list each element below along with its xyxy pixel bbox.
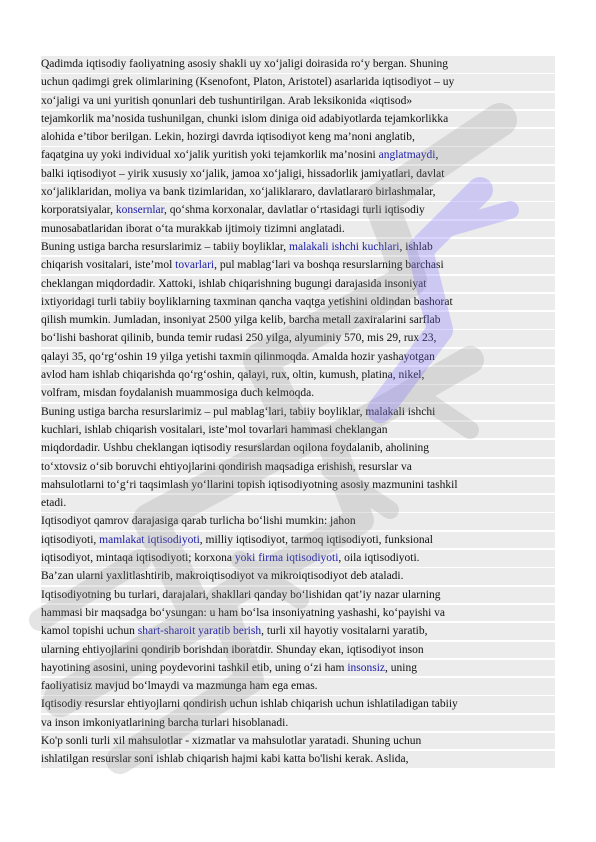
text-segment: , turli xil hayotiy vositalarni yaratib, — [261, 625, 428, 638]
text-segment: bo‘lishi bashorat qilinib, bunda temir rudasi 250 yilga, alyuminiy 570, mis 29, rux 23, — [41, 332, 437, 345]
text-segment: volfram, misdan foydalanish muammosiga duch kelmoqda. — [41, 387, 315, 400]
text-line — [41, 74, 555, 91]
text-line — [41, 696, 555, 713]
text-segment: va inson imkoniyatlarining barcha turlari hisoblanadi. — [41, 716, 289, 729]
text-segment: ixtiyoridagi turli tabiiy boyliklarning taxminan qancha vaqtga yetishini oldindan bashorat — [41, 295, 453, 308]
text-segment: , ishlab — [399, 240, 433, 253]
text-segment: uchun qadimgi grek olimlarining (Ksenofont, Platon, Aristotel) asarlarida iqtisodiyot – uy — [41, 76, 455, 89]
text-segment: Iqtisodiyotning bu turlari, darajalari, shakllari qanday bo‘lishidan qat’iy nazar ularning — [41, 588, 441, 601]
text-line — [41, 129, 555, 146]
text-segment: tejamkorlik ma’nosida tushunilgan, chunki islom diniga oid adabiyotlarda tejamkorlikka — [41, 112, 449, 125]
paragraph — [41, 733, 555, 768]
text-line — [41, 477, 555, 494]
text-segment: korporatsiyalar, — [41, 204, 116, 217]
text-segment: xo‘jaliklaridan, moliya va bank tizimlaridan, xo‘jaliklararo, davlatlararo birlashmalar, — [41, 186, 436, 199]
text-segment: Qadimda iqtisodiy faoliyatning asosiy shakli uy xo‘jaligi doirasida ro‘y bergan. Shuning — [41, 58, 449, 70]
text-segment: cheklangan miqdordadir. Xattoki, ishlab chiqarishning bugungi darajasida insoniyat — [41, 277, 427, 290]
text-line — [41, 312, 555, 329]
text-segment: miqdordadir. Ushbu cheklangan iqtisodiy resurslardan oqilona foydalanib, aholining — [41, 442, 430, 455]
text-line — [41, 93, 555, 110]
paragraph — [41, 587, 555, 695]
text-segment: etadi. — [41, 497, 67, 510]
text-line — [41, 385, 555, 402]
paragraph — [41, 56, 555, 237]
inline-link[interactable]: malakali ishchi kuchlari — [289, 240, 400, 253]
text-segment: Iqtisodiyot qamrov darajasiga qarab turlicha bo‘lishi mumkin: jahon — [41, 515, 356, 528]
text-segment: , uning — [385, 661, 417, 674]
text-segment: iqtisodiyot, mintaqa iqtisodiyoti; korxona — [41, 552, 235, 565]
text-line — [41, 276, 555, 293]
inline-link[interactable]: tovarlari — [175, 259, 215, 272]
text-line — [41, 147, 555, 164]
text-segment: faqatgina uy yoki individual xo‘jalik yuritish yoki tejamkorlik ma’nosini — [41, 149, 379, 162]
text-line — [41, 367, 555, 384]
text-segment: munosabatlaridan iborat o‘ta murakkab ijtimoiy tizimni anglatadi. — [41, 222, 345, 235]
text-line — [41, 715, 555, 732]
text-segment: , oila iqtisodiyoti. — [338, 552, 420, 565]
inline-link[interactable]: yoki firma iqtisodiyoti — [234, 552, 339, 565]
inline-link[interactable]: insonsiz — [347, 661, 386, 674]
text-line — [41, 56, 555, 73]
text-line — [41, 349, 555, 366]
text-segment: avlod ham ishlab chiqarishda qo‘rg‘oshin, qalayi, rux, oltin, kumush, platina, nikel, — [41, 369, 425, 382]
text-segment: chiqarish vositalari, iste’mol — [41, 259, 176, 272]
text-segment: ularning ehtiyojlarini qondirib borishdan iboratdir. Shunday ekan, iqtisodiyot inson — [41, 643, 424, 656]
text-segment: hayotining asosini, uning poydevorini tashkil etib, uning o‘zi ham — [41, 661, 348, 674]
text-line — [41, 733, 555, 750]
text-line — [41, 221, 555, 238]
text-line — [41, 568, 555, 585]
text-segment: Ba’zan ularni yaxlitlashtirib, makroiqtisodiyot va mikroiqtisodiyot deb ataladi. — [41, 570, 404, 583]
inline-link[interactable]: shart-sharoit yaratib berish — [137, 625, 262, 638]
text-line — [41, 660, 555, 677]
paragraph — [41, 239, 555, 402]
text-line — [41, 459, 555, 476]
text-line — [41, 184, 555, 201]
text-line — [41, 422, 555, 439]
inline-link[interactable]: anglatmaydi — [378, 149, 436, 162]
text-line — [41, 587, 555, 604]
paragraph — [41, 404, 555, 512]
text-line — [41, 294, 555, 311]
text-line — [41, 202, 555, 219]
inline-link[interactable]: mamlakat iqtisodiyoti — [99, 533, 200, 546]
text-line — [41, 239, 555, 256]
document-body — [41, 56, 555, 770]
text-line — [41, 495, 555, 512]
text-segment: faoliyatisiz mavjud bo‘lmaydi va mazmunga ham ega emas. — [41, 680, 318, 693]
text-line — [41, 257, 555, 274]
text-segment: , pul mablag‘lari va boshqa resurslarning barchasi — [214, 259, 444, 272]
text-segment: balki iqtisodiyot – yirik xususiy xo‘jalik, jamoa xo‘jaligi, hissadorlik jamiyatlari, davlat — [41, 167, 445, 180]
text-line — [41, 166, 555, 183]
text-segment: Ko'p sonli turli xil mahsulotlar - xizmatlar va mahsulotlar yaratadi. Shuning uchun — [41, 734, 422, 747]
text-line — [41, 605, 555, 622]
text-segment: Buning ustiga barcha resurslarimiz – tabiiy boyliklar, — [41, 240, 290, 253]
text-line — [41, 550, 555, 567]
text-line — [41, 623, 555, 640]
text-segment: , — [435, 149, 439, 162]
text-line — [41, 532, 555, 549]
paragraph — [41, 513, 555, 584]
text-line — [41, 642, 555, 659]
text-line — [41, 751, 555, 768]
text-segment: kuchlari, ishlab chiqarish vositalari, iste’mol tovarlari hammasi cheklangan — [41, 423, 388, 436]
inline-link[interactable]: konsernlar — [115, 204, 164, 217]
text-segment: hammasi bir maqsadga bo‘ysungan: u ham bo‘lsa insoniyatning yashashi, ko‘payishi va — [41, 606, 446, 619]
text-line — [41, 111, 555, 128]
text-segment: ishlatilgan resurslar soni ishlab chiqarish hajmi kabi katta bo'lishi kerak. Aslida, — [41, 753, 409, 766]
text-segment: alohida e’tibor berilgan. Lekin, hozirgi davrda iqtisodiyot keng ma’noni anglatib, — [41, 131, 415, 144]
text-segment: xo‘jaligi va uni yuritish qonunlari deb tushuntirilgan. Arab leksikonida «iqtisod» — [41, 94, 413, 107]
text-line — [41, 678, 555, 695]
text-segment: iqtisodiyoti, — [41, 533, 100, 546]
text-segment: , qo‘shma korxonalar, davlatlar o‘rtasidagi turli iqtisodiy — [163, 204, 425, 217]
text-line — [41, 440, 555, 457]
text-line — [41, 330, 555, 347]
text-line — [41, 404, 555, 421]
text-segment: qalayi 35, qo‘rg‘oshin 19 yilga yetishi taxmin qilinmoqda. Amalda hozir yashayotgan — [41, 350, 435, 363]
text-segment: , milliy iqtisodiyot, tarmoq iqtisodiyoti, funksional — [199, 533, 433, 546]
text-segment: Iqtisodiy resurslar ehtiyojlarni qondirish uchun ishlab chiqarish uchun ishlatiladigan tabiiy — [41, 698, 458, 711]
text-segment: mahsulotlarni to‘g‘ri taqsimlash yo‘llarini topish iqtisodiyotning asosiy mazmunini tashkil — [41, 478, 458, 491]
text-segment: kamol topishi uchun — [41, 625, 138, 638]
text-segment: to‘xtovsiz o‘sib boruvchi ehtiyojlarini qondirish maqsadiga erishish, resurslar va — [41, 460, 412, 473]
text-segment: qilish mumkin. Jumladan, insoniyat 2500 yilga kelib, barcha metall zaxiralarini sarflab — [41, 314, 441, 327]
paragraph — [41, 696, 555, 731]
text-segment: Buning ustiga barcha resurslarimiz – pul mablag‘lari, tabiiy boyliklar, malakali ishchi — [41, 405, 436, 418]
text-line — [41, 513, 555, 530]
